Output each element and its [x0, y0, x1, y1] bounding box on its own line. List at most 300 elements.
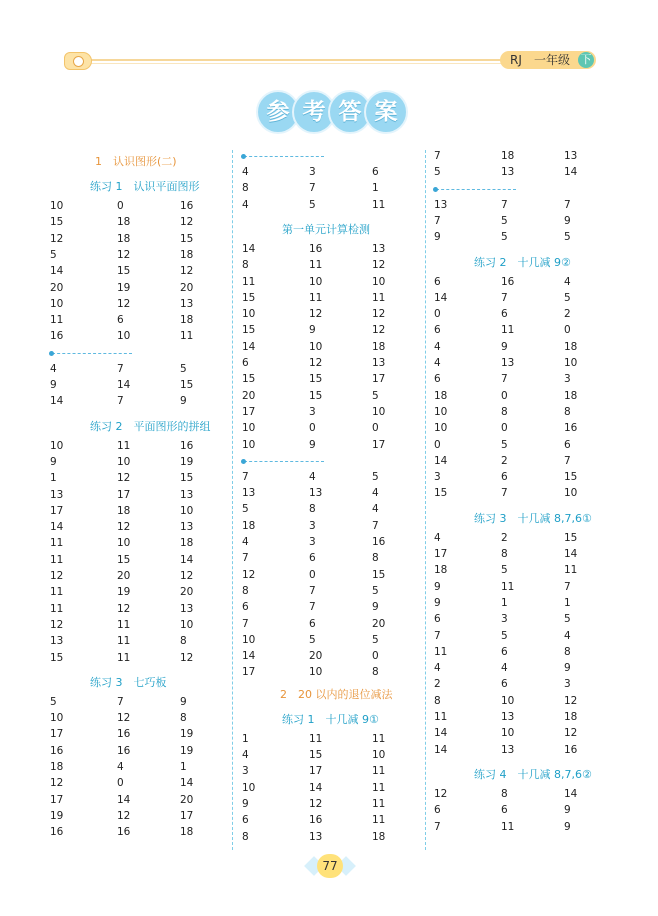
answer-row: [50, 745, 220, 761]
answer-value: 18: [50, 761, 64, 773]
answer-value: 14: [434, 291, 448, 304]
answer-value: 4: [434, 531, 441, 544]
answer-value: 8: [501, 548, 508, 560]
answer-value: 11: [372, 198, 386, 211]
answer-value: 6: [434, 275, 441, 288]
answer-value: 16: [117, 826, 131, 839]
answer-row: [242, 765, 412, 781]
answer-value: 13: [501, 711, 515, 723]
answer-value: 7: [309, 584, 316, 597]
answer-value: 10: [564, 357, 578, 369]
answer-row: [434, 341, 604, 357]
answer-value: 3: [309, 519, 316, 532]
answer-value: 10: [372, 749, 386, 761]
answer-value: 10: [309, 340, 323, 353]
answer-value: 11: [501, 580, 515, 593]
answer-value: 17: [117, 488, 131, 501]
answer-value: 0: [117, 200, 124, 212]
answer-value: 16: [50, 744, 64, 757]
answer-value: 10: [372, 405, 386, 418]
answer-value: 11: [372, 765, 386, 778]
answer-value: 11: [50, 586, 64, 599]
answer-value: 20: [50, 281, 64, 294]
answer-value: 17: [242, 666, 256, 679]
answer-value: 14: [117, 379, 131, 391]
answer-row: [50, 265, 220, 281]
answer-value: 10: [242, 781, 256, 794]
answer-value: 11: [372, 291, 386, 304]
answer-value: 4: [372, 503, 379, 516]
answer-value: 5: [501, 438, 508, 451]
answer-value: 18: [434, 389, 448, 402]
answer-value: 6: [501, 645, 508, 658]
answer-value: 0: [372, 650, 379, 663]
answer-value: 13: [372, 242, 386, 255]
answer-value: 10: [309, 666, 323, 679]
answer-value: 12: [117, 809, 131, 822]
answer-value: 7: [309, 601, 316, 614]
answer-value: 12: [50, 570, 64, 582]
answer-value: 14: [564, 548, 578, 560]
answer-value: 10: [309, 275, 323, 288]
answer-row: [242, 733, 412, 749]
answer-row: [242, 308, 412, 324]
answer-value: 0: [309, 422, 316, 435]
answer-row: [434, 276, 604, 292]
answer-column-1: [50, 150, 220, 850]
answer-value: 8: [242, 584, 249, 597]
answer-row: [50, 298, 220, 314]
answer-row: [242, 650, 412, 666]
answer-row: [434, 597, 604, 613]
answer-value: 6: [434, 804, 441, 817]
answer-value: 10: [242, 308, 256, 321]
answer-value: 4: [434, 340, 441, 353]
answer-value: 12: [242, 568, 256, 581]
dotted-separator: [436, 189, 516, 190]
answer-value: 18: [242, 519, 256, 532]
answer-value: 19: [117, 281, 131, 294]
answer-value: 16: [309, 242, 323, 255]
answer-row: [434, 373, 604, 389]
answer-value: 11: [372, 814, 386, 827]
answer-value: 6: [501, 678, 508, 691]
answer-value: 15: [564, 471, 578, 484]
answer-value: 10: [50, 200, 64, 212]
answer-value: 15: [434, 487, 448, 500]
answer-value: 12: [50, 777, 64, 790]
answer-value: 12: [180, 651, 194, 664]
answer-row: [50, 635, 220, 651]
answer-value: 12: [372, 324, 386, 337]
answer-value: 7: [501, 373, 508, 386]
answer-row: [242, 422, 412, 438]
answer-column-2: [242, 150, 412, 850]
answer-value: 11: [372, 732, 386, 745]
answer-row: [434, 215, 604, 231]
answer-value: 10: [501, 694, 515, 707]
answer-value: 7: [434, 150, 441, 162]
answer-value: 0: [564, 324, 571, 337]
dotted-separator: [52, 353, 132, 354]
answer-row: [50, 505, 220, 521]
answer-row: [50, 440, 220, 456]
answer-value: 18: [434, 564, 448, 577]
answer-value: 17: [372, 438, 386, 451]
answer-value: 18: [501, 150, 515, 162]
answer-row: [434, 581, 604, 597]
page-number-badge: [304, 852, 356, 880]
answer-row: [242, 569, 412, 585]
answer-value: 11: [117, 651, 131, 664]
answer-value: 7: [564, 454, 571, 467]
answer-row: [50, 712, 220, 728]
answer-value: 15: [564, 531, 578, 544]
answer-value: 16: [372, 536, 386, 548]
answer-value: 3: [309, 166, 316, 178]
answer-row: [242, 439, 412, 455]
answer-value: 10: [434, 405, 448, 418]
answer-value: 1: [180, 761, 187, 773]
answer-row: [50, 521, 220, 537]
answer-row: [434, 166, 604, 182]
answer-value: 10: [180, 618, 194, 631]
answer-row: [434, 150, 604, 166]
answer-value: 13: [180, 488, 194, 501]
answer-value: 13: [50, 488, 64, 501]
answer-value: 16: [117, 728, 131, 741]
answer-value: 3: [564, 373, 571, 386]
answer-row: [242, 324, 412, 340]
answer-value: 14: [50, 521, 64, 534]
answer-row: [242, 831, 412, 847]
answer-value: 5: [501, 564, 508, 577]
grade-label: 一年级: [534, 53, 571, 67]
answer-row: [242, 552, 412, 568]
answer-value: 14: [242, 650, 256, 663]
answer-value: 14: [117, 793, 131, 806]
answer-value: 12: [434, 787, 448, 800]
dotted-separator: [244, 461, 324, 462]
answer-value: 11: [117, 635, 131, 648]
answer-value: 12: [117, 712, 131, 725]
answer-value: 6: [117, 314, 124, 327]
answer-value: 18: [564, 389, 578, 402]
answer-row: [50, 696, 220, 712]
answer-value: 8: [309, 503, 316, 516]
answer-value: 3: [242, 765, 249, 778]
answer-value: 0: [117, 777, 124, 790]
answer-value: 5: [242, 503, 249, 516]
answer-value: 8: [564, 405, 571, 418]
answer-column-3: [434, 150, 604, 850]
answer-value: 0: [501, 389, 508, 402]
answer-row: [50, 395, 220, 411]
answer-value: 5: [372, 633, 379, 646]
answer-value: 3: [309, 405, 316, 418]
answer-value: 16: [564, 422, 578, 435]
answer-value: 4: [564, 629, 571, 642]
answer-row: [50, 472, 220, 488]
answer-value: 6: [242, 357, 249, 369]
answer-value: 17: [372, 373, 386, 386]
answer-value: 0: [501, 422, 508, 435]
answer-value: 9: [434, 596, 441, 609]
answer-value: 7: [434, 820, 441, 833]
exercise-heading: 练习 3 七巧板: [90, 675, 167, 689]
answer-value: 7: [117, 695, 124, 708]
answer-value: 12: [117, 472, 131, 485]
answer-value: 16: [180, 200, 194, 212]
answer-row: [434, 471, 604, 487]
answer-value: 4: [434, 357, 441, 369]
answer-value: 12: [50, 232, 64, 245]
answer-row: [434, 455, 604, 471]
answer-row: [50, 363, 220, 379]
answer-value: 7: [501, 487, 508, 500]
answer-row: [50, 200, 220, 216]
answer-value: 18: [180, 537, 194, 550]
answer-value: 4: [50, 362, 57, 375]
answer-value: 1: [242, 732, 249, 745]
answer-row: [434, 390, 604, 406]
answer-row: [50, 728, 220, 744]
answer-value: 16: [180, 439, 194, 452]
answer-value: 14: [242, 242, 256, 255]
answer-value: 8: [434, 694, 441, 707]
answer-value: 4: [117, 761, 124, 773]
answer-value: 6: [501, 308, 508, 321]
answer-value: 12: [309, 357, 323, 369]
answer-value: 14: [50, 395, 64, 408]
answer-value: 16: [564, 743, 578, 756]
answer-value: 12: [50, 618, 64, 631]
answer-value: 20: [117, 570, 131, 582]
answer-value: 8: [501, 405, 508, 418]
answer-value: 8: [564, 645, 571, 658]
answer-value: 16: [117, 744, 131, 757]
answer-value: 11: [501, 324, 515, 337]
answer-value: 15: [50, 216, 64, 229]
answer-value: 11: [50, 314, 64, 327]
answer-row: [50, 216, 220, 232]
answer-value: 6: [242, 601, 249, 614]
answer-value: 12: [180, 216, 194, 229]
title-char: 参: [256, 90, 300, 134]
answer-value: 8: [242, 182, 249, 195]
answer-row: [434, 548, 604, 564]
answer-value: 15: [309, 749, 323, 761]
answer-row: [50, 233, 220, 249]
answer-value: 15: [242, 324, 256, 337]
answer-row: [242, 634, 412, 650]
series-label: RJ: [510, 53, 522, 67]
answer-value: 5: [50, 695, 57, 708]
answer-value: 13: [309, 487, 323, 500]
answer-value: 12: [309, 308, 323, 321]
answer-value: 3: [501, 613, 508, 626]
answer-value: 15: [242, 373, 256, 386]
answer-value: 5: [372, 470, 379, 483]
answer-value: 11: [50, 553, 64, 566]
answer-row: [50, 379, 220, 395]
answer-value: 5: [309, 633, 316, 646]
answer-value: 14: [434, 454, 448, 467]
answer-row: [50, 777, 220, 793]
answer-value: 2: [501, 531, 508, 544]
exercise-heading: 第一单元计算检测: [282, 222, 370, 236]
answer-value: 15: [372, 568, 386, 581]
answer-value: 7: [117, 395, 124, 408]
page-title: [256, 90, 404, 132]
exercise-heading: 练习 4 十几减 8,7,6②: [474, 767, 592, 781]
answer-value: 8: [242, 830, 249, 843]
answer-value: 19: [180, 455, 194, 468]
exercise-heading: 练习 1 认识平面图形: [90, 180, 200, 193]
answer-value: 5: [564, 613, 571, 626]
volume-badge: 下: [578, 52, 594, 68]
answer-row: [50, 456, 220, 472]
answer-value: 7: [242, 470, 249, 483]
answer-value: 5: [501, 231, 508, 244]
exercise-heading: 练习 2 平面图形的拼组: [90, 419, 211, 433]
answer-row: [434, 532, 604, 548]
answer-value: 9: [242, 797, 249, 810]
answer-value: 18: [372, 830, 386, 843]
answer-row: [242, 292, 412, 308]
answer-row: [434, 711, 604, 727]
answer-value: 4: [434, 662, 441, 675]
answer-value: 18: [564, 711, 578, 723]
answer-row: [242, 199, 412, 215]
column-divider: [232, 150, 233, 850]
answer-row: [434, 357, 604, 373]
answer-value: 1: [50, 472, 57, 485]
rocket-icon: [64, 52, 92, 70]
answer-value: 4: [242, 749, 249, 761]
answer-value: 7: [501, 291, 508, 304]
answer-row: [242, 259, 412, 275]
answer-row: [242, 618, 412, 634]
answer-row: [434, 662, 604, 678]
answer-value: 11: [372, 781, 386, 794]
answer-value: 5: [564, 291, 571, 304]
answer-value: 16: [50, 330, 64, 343]
answer-row: [242, 601, 412, 617]
answer-row: [50, 810, 220, 826]
dotted-separator: [244, 156, 324, 157]
answer-value: 10: [242, 438, 256, 451]
answer-value: 20: [309, 650, 323, 663]
answer-value: 0: [434, 438, 441, 451]
answer-value: 0: [309, 568, 316, 581]
answer-value: 6: [434, 324, 441, 337]
answer-value: 10: [50, 439, 64, 452]
answer-row: [434, 788, 604, 804]
answer-value: 12: [372, 259, 386, 272]
answer-value: 6: [434, 373, 441, 386]
answer-row: [50, 314, 220, 330]
answer-value: 18: [117, 504, 131, 517]
answer-value: 19: [180, 744, 194, 757]
answer-value: 9: [434, 231, 441, 244]
answer-value: 10: [180, 504, 194, 517]
answer-value: 15: [309, 373, 323, 386]
answer-value: 5: [564, 231, 571, 244]
answer-row: [242, 243, 412, 259]
answer-value: 9: [180, 695, 187, 708]
answer-row: [242, 782, 412, 798]
answer-value: 10: [117, 537, 131, 550]
answer-value: 13: [501, 166, 515, 179]
answer-value: 17: [180, 809, 194, 822]
unit-heading: 1 认识图形(二): [95, 155, 177, 168]
exercise-heading: 练习 3 十几减 8,7,6①: [474, 511, 592, 525]
unit-heading: 2 20 以内的退位减法: [280, 687, 393, 701]
answer-row: [50, 249, 220, 265]
answer-value: 18: [564, 340, 578, 353]
answer-value: 10: [501, 727, 515, 740]
answer-value: 20: [372, 617, 386, 630]
answer-value: 4: [242, 166, 249, 178]
answer-value: 15: [242, 291, 256, 304]
answer-value: 8: [180, 635, 187, 648]
answer-value: 11: [50, 537, 64, 550]
answer-value: 9: [434, 580, 441, 593]
answer-value: 12: [564, 727, 578, 740]
answer-value: 3: [564, 678, 571, 691]
answer-value: 14: [564, 166, 578, 179]
answer-value: 15: [180, 232, 194, 245]
answer-row: [434, 821, 604, 837]
answer-value: 5: [434, 166, 441, 179]
answer-row: [50, 586, 220, 602]
answer-value: 6: [501, 471, 508, 484]
answer-row: [50, 537, 220, 553]
answer-value: 10: [117, 330, 131, 343]
answer-value: 13: [434, 198, 448, 211]
answer-row: [242, 166, 412, 182]
answer-value: 15: [180, 379, 194, 391]
answer-value: 4: [372, 487, 379, 500]
answer-value: 20: [180, 793, 194, 806]
answer-value: 19: [50, 809, 64, 822]
answer-value: 13: [309, 830, 323, 843]
answer-value: 8: [501, 787, 508, 800]
answer-row: [50, 282, 220, 298]
answer-value: 9: [501, 340, 508, 353]
answer-value: 13: [501, 357, 515, 369]
answer-value: 8: [242, 259, 249, 272]
answer-row: [434, 744, 604, 760]
answer-value: 11: [434, 645, 448, 658]
answer-value: 11: [309, 291, 323, 304]
answer-value: 13: [180, 602, 194, 615]
answer-row: [50, 489, 220, 505]
answer-row: [242, 520, 412, 536]
answer-row: [434, 630, 604, 646]
answer-row: [434, 199, 604, 215]
answer-value: 5: [372, 584, 379, 597]
answer-value: 11: [372, 797, 386, 810]
answer-value: 7: [117, 362, 124, 375]
answer-value: 11: [50, 602, 64, 615]
answer-value: 10: [50, 297, 64, 310]
answer-row: [434, 439, 604, 455]
answer-value: 8: [180, 712, 187, 725]
answer-value: 18: [180, 248, 194, 261]
answer-value: 5: [50, 248, 57, 261]
